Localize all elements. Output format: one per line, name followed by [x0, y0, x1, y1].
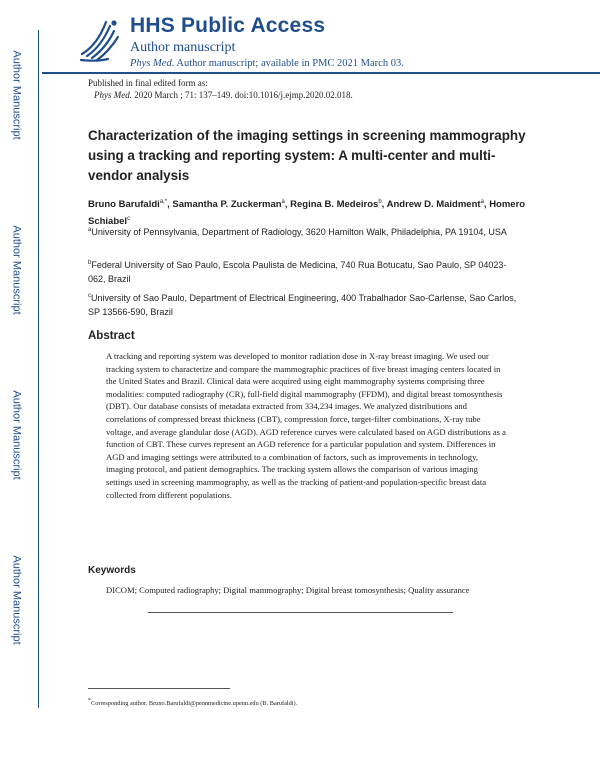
footnote-rule	[88, 688, 230, 689]
author: Bruno Barufaldi$^{a,*}$	[88, 199, 168, 211]
side-label: Author Manuscript	[11, 555, 24, 645]
author: Samantha P. Zuckerman$^a$	[172, 199, 285, 211]
side-rule	[38, 30, 39, 708]
publication-reference: Phys Med. 2020 March ; 71: 137–149. doi:10.1016/j.ejmp.2020.02.018.	[94, 90, 353, 100]
side-label: Author Manuscript	[11, 390, 24, 480]
published-note: Published in final edited form as:	[88, 78, 208, 88]
side-label: Author Manuscript	[11, 225, 24, 315]
article-title: Characterization of the imaging settings in screening mammography using a tracking and reporting system: A multi-center and multi-vendor analysis	[88, 128, 526, 183]
manuscript-label: Author manuscript	[130, 40, 236, 55]
author: Andrew D. Maidment$^a$	[386, 199, 484, 211]
hhs-title: HHS Public Access	[130, 14, 326, 37]
author: Regina B. Medeiros$^b$	[290, 199, 382, 211]
footnote: *Corresponding author. Bruno.Barufaldi@pennmedicine.upenn.edu (B. Barufaldi).	[88, 698, 298, 708]
keywords-heading: Keywords	[88, 565, 136, 576]
affiliation: $^a$University of Pennsylvania, Department of Radiology, 3620 Hamilton Walk, Philadelphia, PA 19104, USA	[88, 227, 507, 237]
separator-rule	[148, 612, 453, 613]
abstract-heading: Abstract	[88, 330, 135, 342]
author-list: Bruno Barufaldi$^{a,*}$, Samantha P. Zuckerman$^a$, Regina B. Medeiros$^b$, Andrew D. Maidment$^a$, Homero Schiabel$^c$	[88, 199, 526, 228]
pmc-citation: Phys Med. Author manuscript; available in PMC 2021 March 03.	[130, 58, 404, 69]
author: Homero Schiabel$^c$	[88, 199, 526, 228]
header-rule	[42, 72, 600, 74]
affiliation: $^c$University of Sao Paulo, Department of Electrical Engineering, 400 Trabalhador Sao-Carlense, Sao Carlos, SP 13566-590, Brazil	[88, 293, 517, 317]
keywords-text: DICOM; Computed radiography; Digital mammography; Digital breast tomosynthesis; Quality assurance	[106, 585, 470, 595]
affiliation: $^b$Federal University of Sao Paulo, Escola Paulista de Medicina, 740 Rua Botucatu, Sao Paulo, SP 04023-062, Brazil	[88, 260, 507, 284]
side-label: Author Manuscript	[11, 50, 24, 140]
hhs-eagle-logo-icon	[78, 14, 124, 64]
abstract-text: A tracking and reporting system was developed to monitor radiation dose in X-ray breast imaging. We used our tracking system to characterize and compare the mammographic practices of five breast imaging centers located in the United States and Brazil. Clinical data were acquired using eight mammography systems comprising three modalities: computed radiography (CR), full-field digital mammography (FFDM), and digital breast tomosynthesis (DBT). Our database consists of metadata extracted from 334,234 images. We analyzed distributions and correlations of compressed breast thickness (CBT), compression force, target-filter combinations, X-ray tube voltage, and average glandular dose (AGD). AGD reference curves were calculated based on AGD distributions as a function of CBT. These curves represent an AGD reference for a particular population and system. Differences in AGD and imaging settings were attributed to a combination of factors, such as improvements in technology, imaging protocol, and patient demographics. The tracking system allows the comparison of various imaging settings used in screening mammography, as well as the tracking of patient-and population-specific breast data collected from different populations.	[106, 351, 506, 500]
